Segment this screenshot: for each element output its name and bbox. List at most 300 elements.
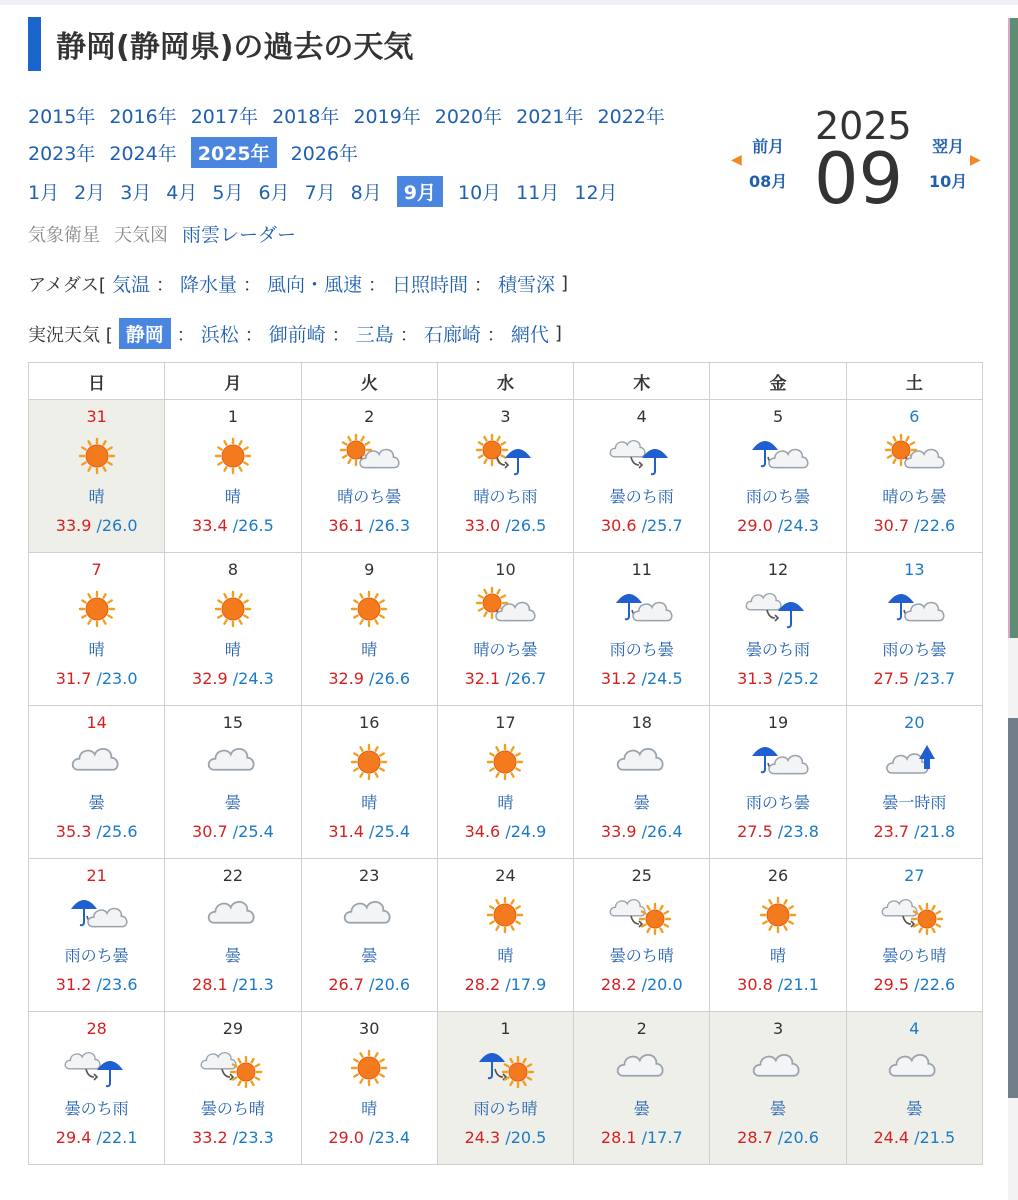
station-link[interactable]: 三島	[355, 324, 394, 346]
weather-cloud-icon	[710, 1045, 845, 1091]
weather-text[interactable]: 晴のち曇	[337, 487, 402, 506]
amedas-links	[28, 270, 568, 297]
calendar-day-cell[interactable]	[301, 400, 437, 553]
weather-cloud-rain-icon	[574, 433, 709, 479]
station-link[interactable]: 浜松	[200, 324, 239, 346]
weather-cloud-icon	[847, 1045, 982, 1091]
temp-separator: /	[91, 516, 102, 535]
weather-text[interactable]: 曇	[770, 1099, 787, 1118]
top-border	[0, 0, 1018, 5]
high-temp: 33.9	[600, 822, 637, 841]
calendar-day-cell[interactable]	[846, 400, 982, 553]
weather-sun-icon	[165, 433, 300, 479]
weather-text[interactable]: 雨のち曇	[609, 640, 674, 659]
actual-weather-label: 実況天気 [	[28, 324, 113, 346]
weather-text[interactable]: 曇	[88, 793, 105, 812]
calendar-week-row	[29, 400, 983, 553]
weather-cloud-sun-icon	[847, 892, 982, 938]
calendar-day-cell[interactable]	[29, 400, 165, 553]
day-number: 18	[631, 713, 652, 732]
low-temp: 26.6	[374, 669, 411, 688]
year-link[interactable]: 2024年	[109, 143, 177, 165]
temp-separator: /	[500, 669, 511, 688]
low-temp: 20.6	[374, 975, 411, 994]
day-number: 4	[909, 1019, 920, 1038]
temp-separator: /	[772, 1128, 784, 1147]
high-temp: 33.0	[464, 516, 501, 535]
weather-sun-icon	[165, 586, 300, 632]
weekday-label: 火	[301, 363, 437, 400]
separator: ：	[368, 274, 386, 296]
calendar-day-cell[interactable]	[29, 1012, 165, 1165]
year-link[interactable]: 2021年	[516, 106, 584, 128]
calendar-day-cell[interactable]	[437, 706, 573, 859]
high-temp: 26.7	[328, 975, 364, 994]
temp-separator: /	[772, 822, 784, 841]
temperature-range	[574, 516, 709, 535]
weather-cloud-icon	[574, 1045, 709, 1091]
station-link[interactable]: 網代	[510, 324, 549, 346]
low-temp: 23.4	[374, 1128, 411, 1147]
calendar-day-cell[interactable]	[437, 859, 573, 1012]
temp-separator: /	[363, 1128, 375, 1147]
prev-arrow-icon[interactable]: ◀	[731, 152, 742, 168]
separator: ：	[474, 274, 493, 296]
map-link[interactable]: 天気図	[114, 224, 168, 246]
next-month-label: 翌月	[932, 137, 965, 156]
year-link[interactable]: 2025年	[191, 137, 277, 168]
calendar-day-cell[interactable]	[165, 859, 301, 1012]
month-link[interactable]: 4月	[166, 182, 198, 204]
temp-separator: /	[636, 822, 647, 841]
year-link[interactable]: 2020年	[434, 106, 503, 128]
weather-text[interactable]: 雨のち曇	[882, 640, 947, 659]
year-link[interactable]: 2016年	[109, 106, 177, 128]
weather-cloud-icon	[302, 892, 437, 938]
weather-text[interactable]: 晴	[88, 640, 105, 659]
calendar-day-cell[interactable]	[574, 1012, 710, 1165]
low-temp: 21.8	[919, 822, 956, 841]
day-number: 26	[767, 866, 789, 885]
temperature-range	[438, 822, 573, 841]
weather-calendar	[28, 362, 983, 1165]
current-year: 2025	[815, 104, 912, 148]
low-temp: 17.7	[647, 1128, 683, 1147]
weather-cloud-sun-icon	[165, 1045, 300, 1091]
temperature-range	[847, 975, 982, 994]
low-temp: 26.5	[510, 516, 547, 535]
high-temp: 36.1	[328, 516, 364, 535]
low-temp: 25.4	[374, 822, 411, 841]
weekday-label: 水	[437, 363, 573, 400]
high-temp: 31.3	[737, 669, 773, 688]
temp-separator: /	[91, 669, 102, 688]
day-number: 3	[772, 1019, 784, 1038]
low-temp: 17.9	[510, 975, 547, 994]
amedas-link[interactable]: 風向・風速	[266, 274, 362, 296]
high-temp: 28.1	[192, 975, 228, 994]
weather-text[interactable]: 晴	[224, 487, 241, 506]
temp-separator: /	[636, 1128, 647, 1147]
day-number: 8	[227, 560, 239, 579]
weather-cloud-rain-icon	[29, 1045, 164, 1091]
temperature-range	[29, 975, 164, 994]
weather-text[interactable]: 曇	[224, 946, 241, 965]
month-link[interactable]: 8月	[350, 182, 382, 204]
temperature-range	[438, 669, 573, 688]
temp-separator: /	[772, 516, 784, 535]
low-temp: 24.9	[510, 822, 547, 841]
weather-text[interactable]: 晴	[361, 640, 378, 659]
right-sidebar-edge	[1008, 18, 1018, 1200]
calendar-day-cell[interactable]	[846, 553, 982, 706]
low-temp: 26.0	[101, 516, 138, 535]
calendar-day-cell[interactable]	[574, 706, 710, 859]
day-number: 6	[909, 407, 920, 426]
temp-separator: /	[91, 1128, 102, 1147]
high-temp: 31.2	[55, 975, 92, 994]
calendar-day-cell[interactable]	[574, 553, 710, 706]
temp-separator: /	[227, 1128, 239, 1147]
weather-rain-cloud-icon	[574, 586, 709, 632]
weather-text[interactable]: 曇	[906, 1099, 923, 1118]
weather-cloud-shower-icon	[847, 739, 982, 785]
weather-text[interactable]: 雨のち曇	[64, 946, 129, 965]
low-temp: 23.7	[919, 669, 956, 688]
calendar-day-cell[interactable]	[846, 1012, 982, 1165]
sidebar-ad-thumbnail[interactable]	[1008, 718, 1018, 1098]
month-link[interactable]: 10月	[457, 182, 502, 204]
temperature-range	[710, 669, 845, 688]
high-temp: 30.6	[600, 516, 637, 535]
sidebar-map-thumbnail[interactable]	[1008, 18, 1018, 638]
high-temp: 32.9	[328, 669, 364, 688]
high-temp: 23.7	[873, 822, 910, 841]
temperature-range	[165, 975, 300, 994]
separator: ：	[155, 274, 174, 296]
temperature-range	[438, 1128, 573, 1147]
high-temp: 32.1	[464, 669, 501, 688]
high-temp: 28.1	[600, 1128, 637, 1147]
weather-text[interactable]: 雨のち晴	[473, 1099, 538, 1118]
calendar-day-cell[interactable]	[710, 1012, 846, 1165]
high-temp: 31.4	[328, 822, 364, 841]
station-link[interactable]: 静岡	[119, 318, 171, 349]
amedas-link[interactable]: 降水量	[179, 274, 237, 296]
high-temp: 28.2	[600, 975, 637, 994]
temp-separator: /	[636, 669, 647, 688]
month-link[interactable]: 2月	[74, 182, 106, 204]
calendar-day-cell[interactable]	[301, 706, 437, 859]
low-temp: 21.5	[919, 1128, 956, 1147]
calendar-day-cell[interactable]	[710, 706, 846, 859]
weather-text[interactable]: 晴	[361, 1099, 378, 1118]
calendar-day-cell[interactable]	[846, 706, 982, 859]
day-number: 12	[767, 560, 789, 579]
calendar-week-row	[29, 553, 983, 706]
temperature-range	[29, 822, 164, 841]
separator: ：	[486, 324, 505, 346]
day-number: 17	[495, 713, 516, 732]
day-number: 16	[359, 713, 380, 732]
weekday-header	[29, 363, 983, 400]
temp-separator: /	[772, 975, 784, 994]
day-number: 1	[500, 1019, 511, 1038]
temperature-range	[165, 669, 300, 688]
weather-text[interactable]: 晴	[88, 487, 105, 506]
amedas-link[interactable]: 気温	[111, 274, 150, 296]
actual-weather-links	[28, 318, 562, 349]
calendar-day-cell[interactable]	[574, 400, 710, 553]
amedas-close-bracket: ]	[561, 273, 569, 294]
separator: ：	[176, 324, 195, 346]
temp-separator: /	[500, 516, 511, 535]
low-temp: 24.3	[783, 516, 819, 535]
weather-text[interactable]: 晴	[497, 946, 514, 965]
month-link[interactable]: 11月	[516, 182, 560, 204]
amedas-link[interactable]: 日照時間	[392, 274, 469, 296]
high-temp: 31.7	[55, 669, 92, 688]
weather-text[interactable]: 曇のち晴	[609, 946, 674, 965]
weather-text[interactable]: 晴	[361, 793, 378, 812]
weather-text[interactable]: 晴のち曇	[473, 640, 538, 659]
calendar-day-cell[interactable]	[437, 400, 573, 553]
weekday-label: 金	[710, 363, 846, 400]
year-links-row-1	[28, 102, 665, 129]
temperature-range	[574, 669, 709, 688]
high-temp: 31.2	[600, 669, 637, 688]
temperature-range	[302, 1128, 437, 1147]
calendar-day-cell[interactable]	[846, 859, 982, 1012]
day-number: 11	[631, 560, 652, 579]
temperature-range	[847, 669, 982, 688]
weekday-label: 木	[574, 363, 710, 400]
temperature-range	[710, 975, 845, 994]
temp-separator: /	[363, 975, 375, 994]
weather-sun-cloud-icon	[438, 586, 573, 632]
temperature-range	[29, 669, 164, 688]
calendar-day-cell[interactable]	[710, 400, 846, 553]
temperature-range	[574, 822, 709, 841]
month-link[interactable]: 6月	[258, 182, 290, 204]
calendar-day-cell[interactable]	[165, 400, 301, 553]
temperature-range	[165, 1128, 300, 1147]
next-month-value: 10月	[929, 172, 968, 191]
temp-separator: /	[363, 822, 375, 841]
calendar-day-cell[interactable]	[437, 1012, 573, 1165]
month-link[interactable]: 9月	[397, 176, 443, 207]
weather-text[interactable]: 曇のち雨	[609, 487, 674, 506]
weather-text[interactable]: 曇	[633, 793, 650, 812]
year-link[interactable]: 2018年	[272, 106, 340, 128]
weather-text[interactable]: 曇一時雨	[882, 793, 947, 812]
page-title: 静岡(静岡県)の過去の天気	[56, 30, 414, 65]
calendar-day-cell[interactable]	[165, 706, 301, 859]
low-temp: 24.5	[647, 669, 683, 688]
year-link[interactable]: 2022年	[597, 106, 665, 128]
weather-text[interactable]: 雨のち曇	[746, 487, 811, 506]
temp-separator: /	[227, 822, 239, 841]
weather-sun-icon	[29, 586, 164, 632]
calendar-day-cell[interactable]	[165, 553, 301, 706]
year-link[interactable]: 2017年	[190, 106, 259, 128]
weekday-label: 月	[165, 363, 301, 400]
temperature-range	[302, 516, 437, 535]
weather-rain-cloud-icon	[847, 586, 982, 632]
prev-month-value: 08月	[749, 172, 788, 191]
weather-cloud-sun-icon	[574, 892, 709, 938]
prev-month-button[interactable]	[749, 134, 787, 192]
weather-text[interactable]: 曇のち晴	[200, 1099, 265, 1118]
temp-separator: /	[500, 975, 511, 994]
weather-text[interactable]: 曇	[361, 946, 378, 965]
high-temp: 33.2	[192, 1128, 228, 1147]
weather-rain-sun-icon	[438, 1045, 573, 1091]
weather-sun-icon	[438, 892, 573, 938]
weather-cloud-icon	[574, 739, 709, 785]
day-number: 14	[86, 713, 107, 732]
calendar-day-cell[interactable]	[710, 553, 846, 706]
temp-separator: /	[909, 1128, 920, 1147]
high-temp: 24.4	[873, 1128, 910, 1147]
prev-month-label: 前月	[752, 137, 785, 156]
year-link[interactable]: 2023年	[28, 143, 96, 165]
weather-rain-cloud-icon	[710, 739, 845, 785]
month-links	[28, 176, 618, 207]
weather-text[interactable]: 曇のち晴	[882, 946, 947, 965]
amedas-link[interactable]: 積雪深	[498, 274, 556, 296]
calendar-day-cell[interactable]	[29, 553, 165, 706]
temp-separator: /	[91, 822, 102, 841]
day-number: 7	[91, 560, 102, 579]
station-link[interactable]: 石廊崎	[423, 324, 481, 346]
temp-separator: /	[772, 669, 784, 688]
next-arrow-icon[interactable]: ▶	[970, 152, 981, 168]
day-number: 13	[904, 560, 925, 579]
low-temp: 20.0	[647, 975, 683, 994]
day-number: 3	[500, 407, 511, 426]
year-links-row-2	[28, 137, 358, 168]
temp-separator: /	[636, 975, 647, 994]
low-temp: 20.6	[783, 1128, 819, 1147]
weather-sun-icon	[438, 739, 573, 785]
weather-text[interactable]: 晴	[224, 640, 241, 659]
month-link[interactable]: 7月	[304, 182, 336, 204]
low-temp: 21.3	[238, 975, 274, 994]
calendar-day-cell[interactable]	[301, 1012, 437, 1165]
separator: ：	[331, 324, 350, 346]
day-number: 20	[904, 713, 925, 732]
month-link[interactable]: 3月	[120, 182, 152, 204]
day-number: 21	[86, 866, 107, 885]
weather-text[interactable]: 曇	[224, 793, 241, 812]
weather-text[interactable]: 晴のち曇	[882, 487, 947, 506]
temp-separator: /	[500, 822, 511, 841]
month-link[interactable]: 5月	[212, 182, 244, 204]
weather-text[interactable]: 曇のち雨	[64, 1099, 129, 1118]
temperature-range	[165, 516, 300, 535]
weather-text[interactable]: 晴のち雨	[473, 487, 538, 506]
calendar-day-cell[interactable]	[29, 859, 165, 1012]
high-temp: 32.9	[192, 669, 228, 688]
temp-separator: /	[909, 516, 920, 535]
low-temp: 26.7	[510, 669, 547, 688]
temperature-range	[574, 1128, 709, 1147]
low-temp: 23.3	[238, 1128, 274, 1147]
title-accent-bar	[28, 17, 41, 71]
temp-separator: /	[500, 1128, 511, 1147]
weather-text[interactable]: 雨のち曇	[746, 793, 811, 812]
high-temp: 28.2	[464, 975, 501, 994]
temperature-range	[302, 975, 437, 994]
temperature-range	[847, 822, 982, 841]
month-link[interactable]: 1月	[28, 182, 60, 204]
calendar-week-row	[29, 1012, 983, 1165]
day-number: 30	[359, 1019, 380, 1038]
map-link[interactable]: 気象衛星	[28, 224, 100, 246]
low-temp: 24.3	[238, 669, 274, 688]
low-temp: 26.3	[374, 516, 411, 535]
weather-text[interactable]: 晴	[497, 793, 514, 812]
high-temp: 29.0	[328, 1128, 364, 1147]
day-number: 2	[364, 407, 375, 426]
calendar-day-cell[interactable]	[437, 553, 573, 706]
temp-separator: /	[363, 669, 375, 688]
temperature-range	[29, 1128, 164, 1147]
calendar-day-cell[interactable]	[301, 859, 437, 1012]
year-link[interactable]: 2015年	[28, 106, 96, 128]
temp-separator: /	[227, 669, 239, 688]
weather-text[interactable]: 曇	[633, 1099, 650, 1118]
weather-sun-icon	[302, 739, 437, 785]
month-link[interactable]: 12月	[574, 182, 618, 204]
calendar-day-cell[interactable]	[301, 553, 437, 706]
temperature-range	[710, 1128, 845, 1147]
day-number: 28	[86, 1019, 107, 1038]
day-number: 15	[222, 713, 244, 732]
day-number: 10	[495, 560, 516, 579]
temp-separator: /	[91, 975, 102, 994]
calendar-day-cell[interactable]	[29, 706, 165, 859]
weather-text[interactable]: 晴	[770, 946, 787, 965]
weather-text[interactable]: 曇のち雨	[746, 640, 811, 659]
temp-separator: /	[227, 975, 239, 994]
calendar-day-cell[interactable]	[165, 1012, 301, 1165]
low-temp: 22.6	[919, 516, 956, 535]
high-temp: 27.5	[873, 669, 910, 688]
day-number: 23	[359, 866, 380, 885]
calendar-day-cell[interactable]	[574, 859, 710, 1012]
calendar-week-row	[29, 706, 983, 859]
year-link[interactable]: 2026年	[290, 143, 358, 165]
day-number: 31	[86, 407, 107, 426]
high-temp: 34.6	[464, 822, 501, 841]
year-link[interactable]: 2019年	[353, 106, 421, 128]
next-month-button[interactable]	[929, 134, 967, 192]
low-temp: 25.7	[647, 516, 683, 535]
temp-separator: /	[363, 516, 375, 535]
high-temp: 29.0	[737, 516, 773, 535]
map-link[interactable]: 雨雲レーダー	[182, 224, 297, 246]
day-number: 24	[495, 866, 516, 885]
temperature-range	[165, 822, 300, 841]
calendar-day-cell[interactable]	[710, 859, 846, 1012]
weather-sun-icon	[302, 1045, 437, 1091]
day-number: 5	[772, 407, 784, 426]
high-temp: 33.9	[55, 516, 92, 535]
day-number: 27	[904, 866, 925, 885]
station-link[interactable]: 御前崎	[268, 324, 326, 346]
